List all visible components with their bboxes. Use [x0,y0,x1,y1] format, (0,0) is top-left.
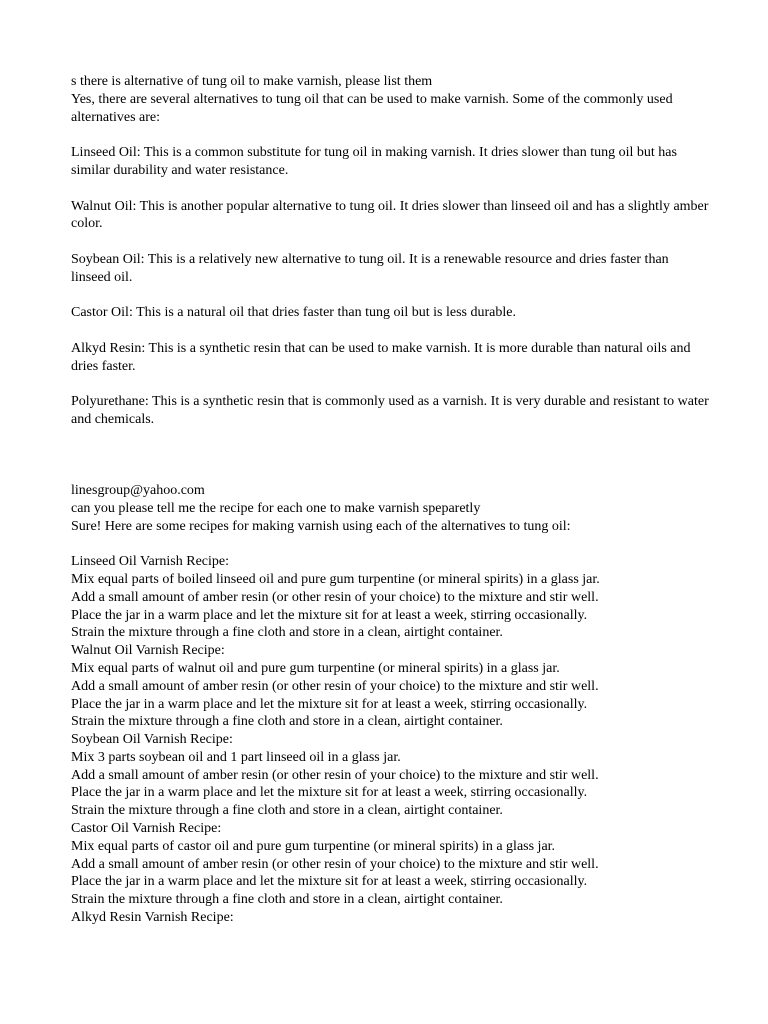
recipe-step: Add a small amount of amber resin (or other resin of your choice) to the mixture and stir well. [71,767,599,783]
recipe-step: Add a small amount of amber resin (or other resin of your choice) to the mixture and stir well. [71,678,599,694]
recipe-step: Place the jar in a warm place and let the mixture sit for at least a week, stirring occasionally. [71,607,588,623]
recipe-step: Place the jar in a warm place and let the mixture sit for at least a week, stirring occasionally. [71,785,588,801]
alternative-polyurethane: Polyurethane: This is a synthetic resin that is commonly used as a varnish. It is very durable and resistant to water and chemicals. [71,394,709,428]
document-page [71,73,711,927]
alternative-alkyd-resin: Alkyd Resin: This is a synthetic resin that can be used to make varnish. It is more durable than natural oils and dries faster. [71,340,691,374]
recipe-step: Mix equal parts of walnut oil and pure gum turpentine (or mineral spirits) in a glass jar. [71,660,560,676]
recipe-linseed-oil [71,553,711,642]
recipe-step: Mix equal parts of castor oil and pure gum turpentine (or mineral spirits) in a glass jar. [71,838,556,854]
answer-1-intro: Yes, there are several alternatives to tung oil that can be used to make varnish. Some of the commonly used alternatives are: [71,91,673,125]
alternative-castor-oil: Castor Oil: This is a natural oil that dries faster than tung oil but is less durable. [71,305,516,321]
recipe-step: Strain the mixture through a fine cloth and store in a clean, airtight container. [71,625,503,641]
recipe-step: Strain the mixture through a fine cloth and store in a clean, airtight container. [71,892,503,908]
recipe-step: Strain the mixture through a fine cloth and store in a clean, airtight container. [71,803,503,819]
user-email: linesgroup@yahoo.com [71,482,205,498]
alternative-soybean-oil: Soybean Oil: This is a relatively new alternative to tung oil. It is a renewable resource and dries faster than linseed oil. [71,251,669,285]
recipe-step: Place the jar in a warm place and let the mixture sit for at least a week, stirring occasionally. [71,874,588,890]
recipe-title: Soybean Oil Varnish Recipe: [71,732,233,748]
recipe-soybean-oil [71,731,711,820]
recipe-step: Place the jar in a warm place and let the mixture sit for at least a week, stirring occasionally. [71,696,588,712]
alternative-walnut-oil: Walnut Oil: This is another popular alternative to tung oil. It dries slower than linseed oil and has a slightly amber color. [71,198,709,232]
recipe-walnut-oil [71,642,711,731]
recipe-castor-oil [71,820,711,909]
recipe-step: Add a small amount of amber resin (or other resin of your choice) to the mixture and stir well. [71,856,599,872]
recipe-step: Mix equal parts of boiled linseed oil and pure gum turpentine (or mineral spirits) in a glass jar. [71,571,600,587]
recipe-title: Alkyd Resin Varnish Recipe: [71,910,234,926]
recipe-title: Castor Oil Varnish Recipe: [71,821,222,837]
recipe-step: Add a small amount of amber resin (or other resin of your choice) to the mixture and stir well. [71,589,599,605]
question-1: s there is alternative of tung oil to make varnish, please list them [71,74,433,89]
recipe-title: Walnut Oil Varnish Recipe: [71,643,225,659]
recipe-alkyd-resin [71,909,711,927]
recipe-step: Strain the mixture through a fine cloth and store in a clean, airtight container. [71,714,503,730]
alternative-linseed-oil: Linseed Oil: This is a common substitute for tung oil in making varnish. It dries slower than tung oil but has similar durability and water resistance. [71,145,677,178]
answer-2-intro: Sure! Here are some recipes for making varnish using each of the alternatives to tung oil: [71,518,571,534]
recipe-title: Linseed Oil Varnish Recipe: [71,554,229,570]
question-2: can you please tell me the recipe for each one to make varnish speparetly [71,500,481,516]
recipe-step: Mix 3 parts soybean oil and 1 part linseed oil in a glass jar. [71,749,401,765]
